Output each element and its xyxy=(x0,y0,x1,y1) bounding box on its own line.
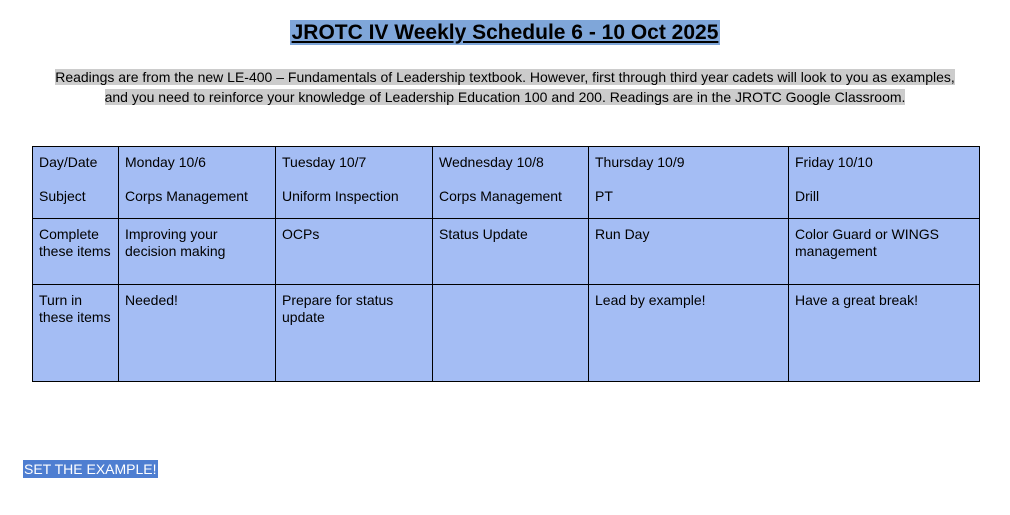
day-cell-wednesday xyxy=(433,147,589,219)
table-row-complete xyxy=(33,219,980,285)
day-cell-friday xyxy=(789,147,980,219)
day-subject: Corps Management xyxy=(439,188,562,204)
label-subject: Subject xyxy=(39,188,86,204)
turnin-cell-tuesday: Prepare for status update xyxy=(276,285,433,382)
complete-cell-tuesday: OCPs xyxy=(276,219,433,285)
day-cell-thursday xyxy=(589,147,789,219)
complete-cell-thursday: Run Day xyxy=(589,219,789,285)
turnin-cell-thursday: Lead by example! xyxy=(589,285,789,382)
schedule-table xyxy=(32,146,980,382)
page-title: JROTC IV Weekly Schedule 6 - 10 Oct 2025 xyxy=(291,21,719,44)
day-cell-monday xyxy=(119,147,276,219)
day-subject: Drill xyxy=(795,188,820,204)
footer-motto: SET THE EXAMPLE! xyxy=(24,461,157,477)
intro-line-2: and you need to reinforce your knowledge of Leadership Education 100 and 200. Readings are in the JROTC Google Classroom. xyxy=(104,89,906,105)
turnin-cell-friday: Have a great break! xyxy=(789,285,980,382)
day-date: Friday 10/10 xyxy=(795,154,873,170)
day-date: Tuesday 10/7 xyxy=(282,154,367,170)
title-wrapper xyxy=(0,20,1010,45)
complete-label-cell: Complete these items xyxy=(33,219,119,285)
day-date: Thursday 10/9 xyxy=(595,154,685,170)
turnin-cell-monday: Needed! xyxy=(119,285,276,382)
complete-cell-friday: Color Guard or WINGS management xyxy=(789,219,980,285)
complete-cell-wednesday: Status Update xyxy=(433,219,589,285)
table-row-header xyxy=(33,147,980,219)
turnin-cell-wednesday xyxy=(433,285,589,382)
day-date: Monday 10/6 xyxy=(125,154,206,170)
table-row-turnin xyxy=(33,285,980,382)
day-date: Wednesday 10/8 xyxy=(439,154,544,170)
intro-line-1: Readings are from the new LE-400 – Fundamentals of Leadership textbook. However, first through third year cadets will look to you as examples, xyxy=(55,69,955,85)
intro-paragraph xyxy=(22,67,988,107)
turnin-label-cell: Turn in these items xyxy=(33,285,119,382)
day-cell-tuesday xyxy=(276,147,433,219)
day-subject: PT xyxy=(595,188,613,204)
header-label-cell xyxy=(33,147,119,219)
day-subject: Corps Management xyxy=(125,188,248,204)
day-subject: Uniform Inspection xyxy=(282,188,399,204)
label-day-date: Day/Date xyxy=(39,154,98,170)
complete-cell-monday: Improving your decision making xyxy=(119,219,276,285)
